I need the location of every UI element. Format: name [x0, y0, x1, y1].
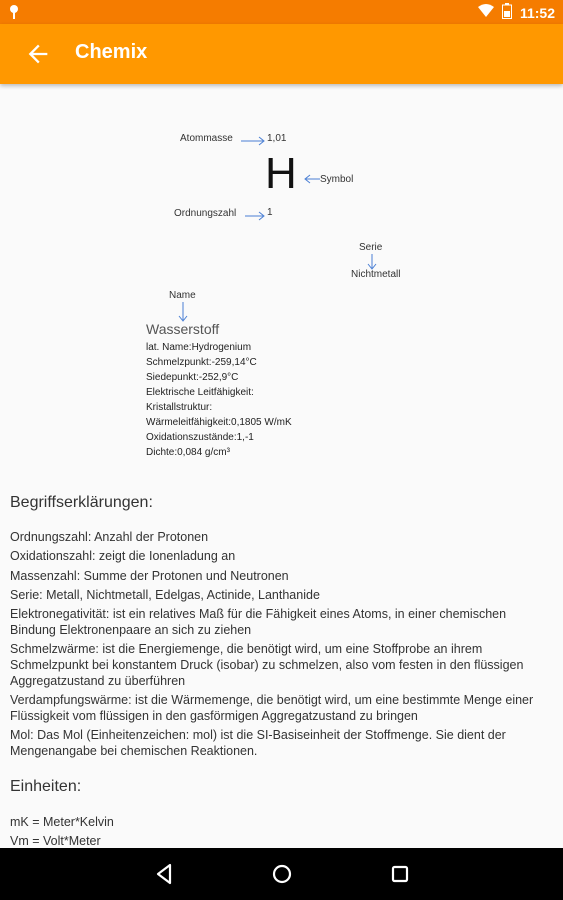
- arrow-right-icon: [245, 211, 267, 221]
- nav-recents-icon[interactable]: [386, 860, 414, 888]
- back-arrow-icon[interactable]: [24, 40, 52, 68]
- arrow-right-icon: [241, 136, 267, 146]
- begriff-verdampfungswaerme: Verdampfungswärme: ist die Wärmemenge, die benötigt wird, um eine bestimmte Menge einer Flüssigkeit vom flüssigen in den gasförmigen Aggregatzustand zu bringen: [10, 693, 534, 723]
- begriff-schmelzwaerme: Schmelzwärme: ist die Energiemenge, die benötigt wird, um eine Stoffprobe an ihrem Schmelzpunkt bei konstantem Druck (isobar) zu schmelzen, also vom festen in den flüssigen Aggregatzustand zu überführen: [10, 642, 524, 688]
- app-bar: [0, 24, 563, 84]
- ordnungszahl-label: Ordnungszahl: [174, 208, 237, 219]
- detail-kristallstruktur: Kristallstruktur:: [146, 402, 213, 413]
- detail-siedepunkt: Siedepunkt:-252,9°C: [146, 372, 239, 383]
- detail-schmelzpunkt: Schmelzpunkt:-259,14°C: [146, 357, 257, 368]
- battery-icon: [502, 3, 512, 22]
- detail-dichte: Dichte:0,084 g/cm³: [146, 447, 230, 458]
- arrow-down-icon: [367, 254, 377, 270]
- element-name: Wasserstoff: [146, 321, 220, 337]
- begriff-oxidationszahl: Oxidationszahl: zeigt die Ionenladung an: [10, 549, 236, 563]
- begriff-mol: Mol: Das Mol (Einheitenzeichen: mol) ist die SI-Basiseinheit der Stoffmenge. Sie dient der Mengenangabe bei chemischen Reaktionen.: [10, 728, 506, 758]
- begriffe-heading: Begriffserklärungen:: [10, 494, 153, 511]
- navigation-bar: [0, 848, 563, 900]
- serie-value: Nichtmetall: [351, 269, 401, 280]
- begriff-serie: Serie: Metall, Nichtmetall, Edelgas, Actinide, Lanthanide: [10, 588, 320, 602]
- status-bar: [0, 0, 563, 24]
- nav-back-icon[interactable]: [150, 860, 178, 888]
- symbol-label: Symbol: [320, 174, 354, 185]
- detail-lat-name: lat. Name:Hydrogenium: [146, 342, 252, 353]
- einheit-mk: mK = Meter*Kelvin: [10, 815, 114, 829]
- einheit-vm: Vm = Volt*Meter: [10, 834, 101, 848]
- app-title: Chemix: [75, 41, 148, 63]
- name-label: Name: [169, 290, 196, 301]
- begriff-ordnungszahl: Ordnungszahl: Anzahl der Protonen: [10, 530, 209, 544]
- arrow-down-icon: [178, 302, 188, 322]
- detail-leitfaehigkeit: Elektrische Leitfähigkeit:: [146, 387, 254, 398]
- detail-waermeleitfaehigkeit: Wärmeleitfähigkeit:0,1805 W/mK: [146, 417, 292, 428]
- einheiten-heading: Einheiten:: [10, 778, 82, 795]
- atommasse-value: 1,01: [267, 133, 287, 144]
- begriff-elektronegativitaet: Elektronegativität: ist ein relatives Maß für die Fähigkeit eines Atoms, in einer chemischen Bindung Elektronenpaare an sich zu ziehen: [10, 607, 507, 637]
- serie-label: Serie: [359, 242, 383, 253]
- wifi-icon: [478, 4, 494, 21]
- arrow-left-icon: [304, 174, 320, 184]
- element-detail-content[interactable]: [0, 84, 563, 848]
- notification-icon: [8, 4, 20, 25]
- detail-oxidationszustaende: Oxidationszustände:1,-1: [146, 432, 254, 443]
- element-symbol: H: [265, 149, 297, 198]
- atommasse-label: Atommasse: [180, 133, 233, 144]
- status-time: 11:52: [519, 4, 555, 21]
- ordnungszahl-value: 1: [267, 207, 273, 218]
- nav-home-icon[interactable]: [268, 860, 296, 888]
- begriff-massenzahl: Massenzahl: Summe der Protonen und Neutronen: [10, 569, 289, 583]
